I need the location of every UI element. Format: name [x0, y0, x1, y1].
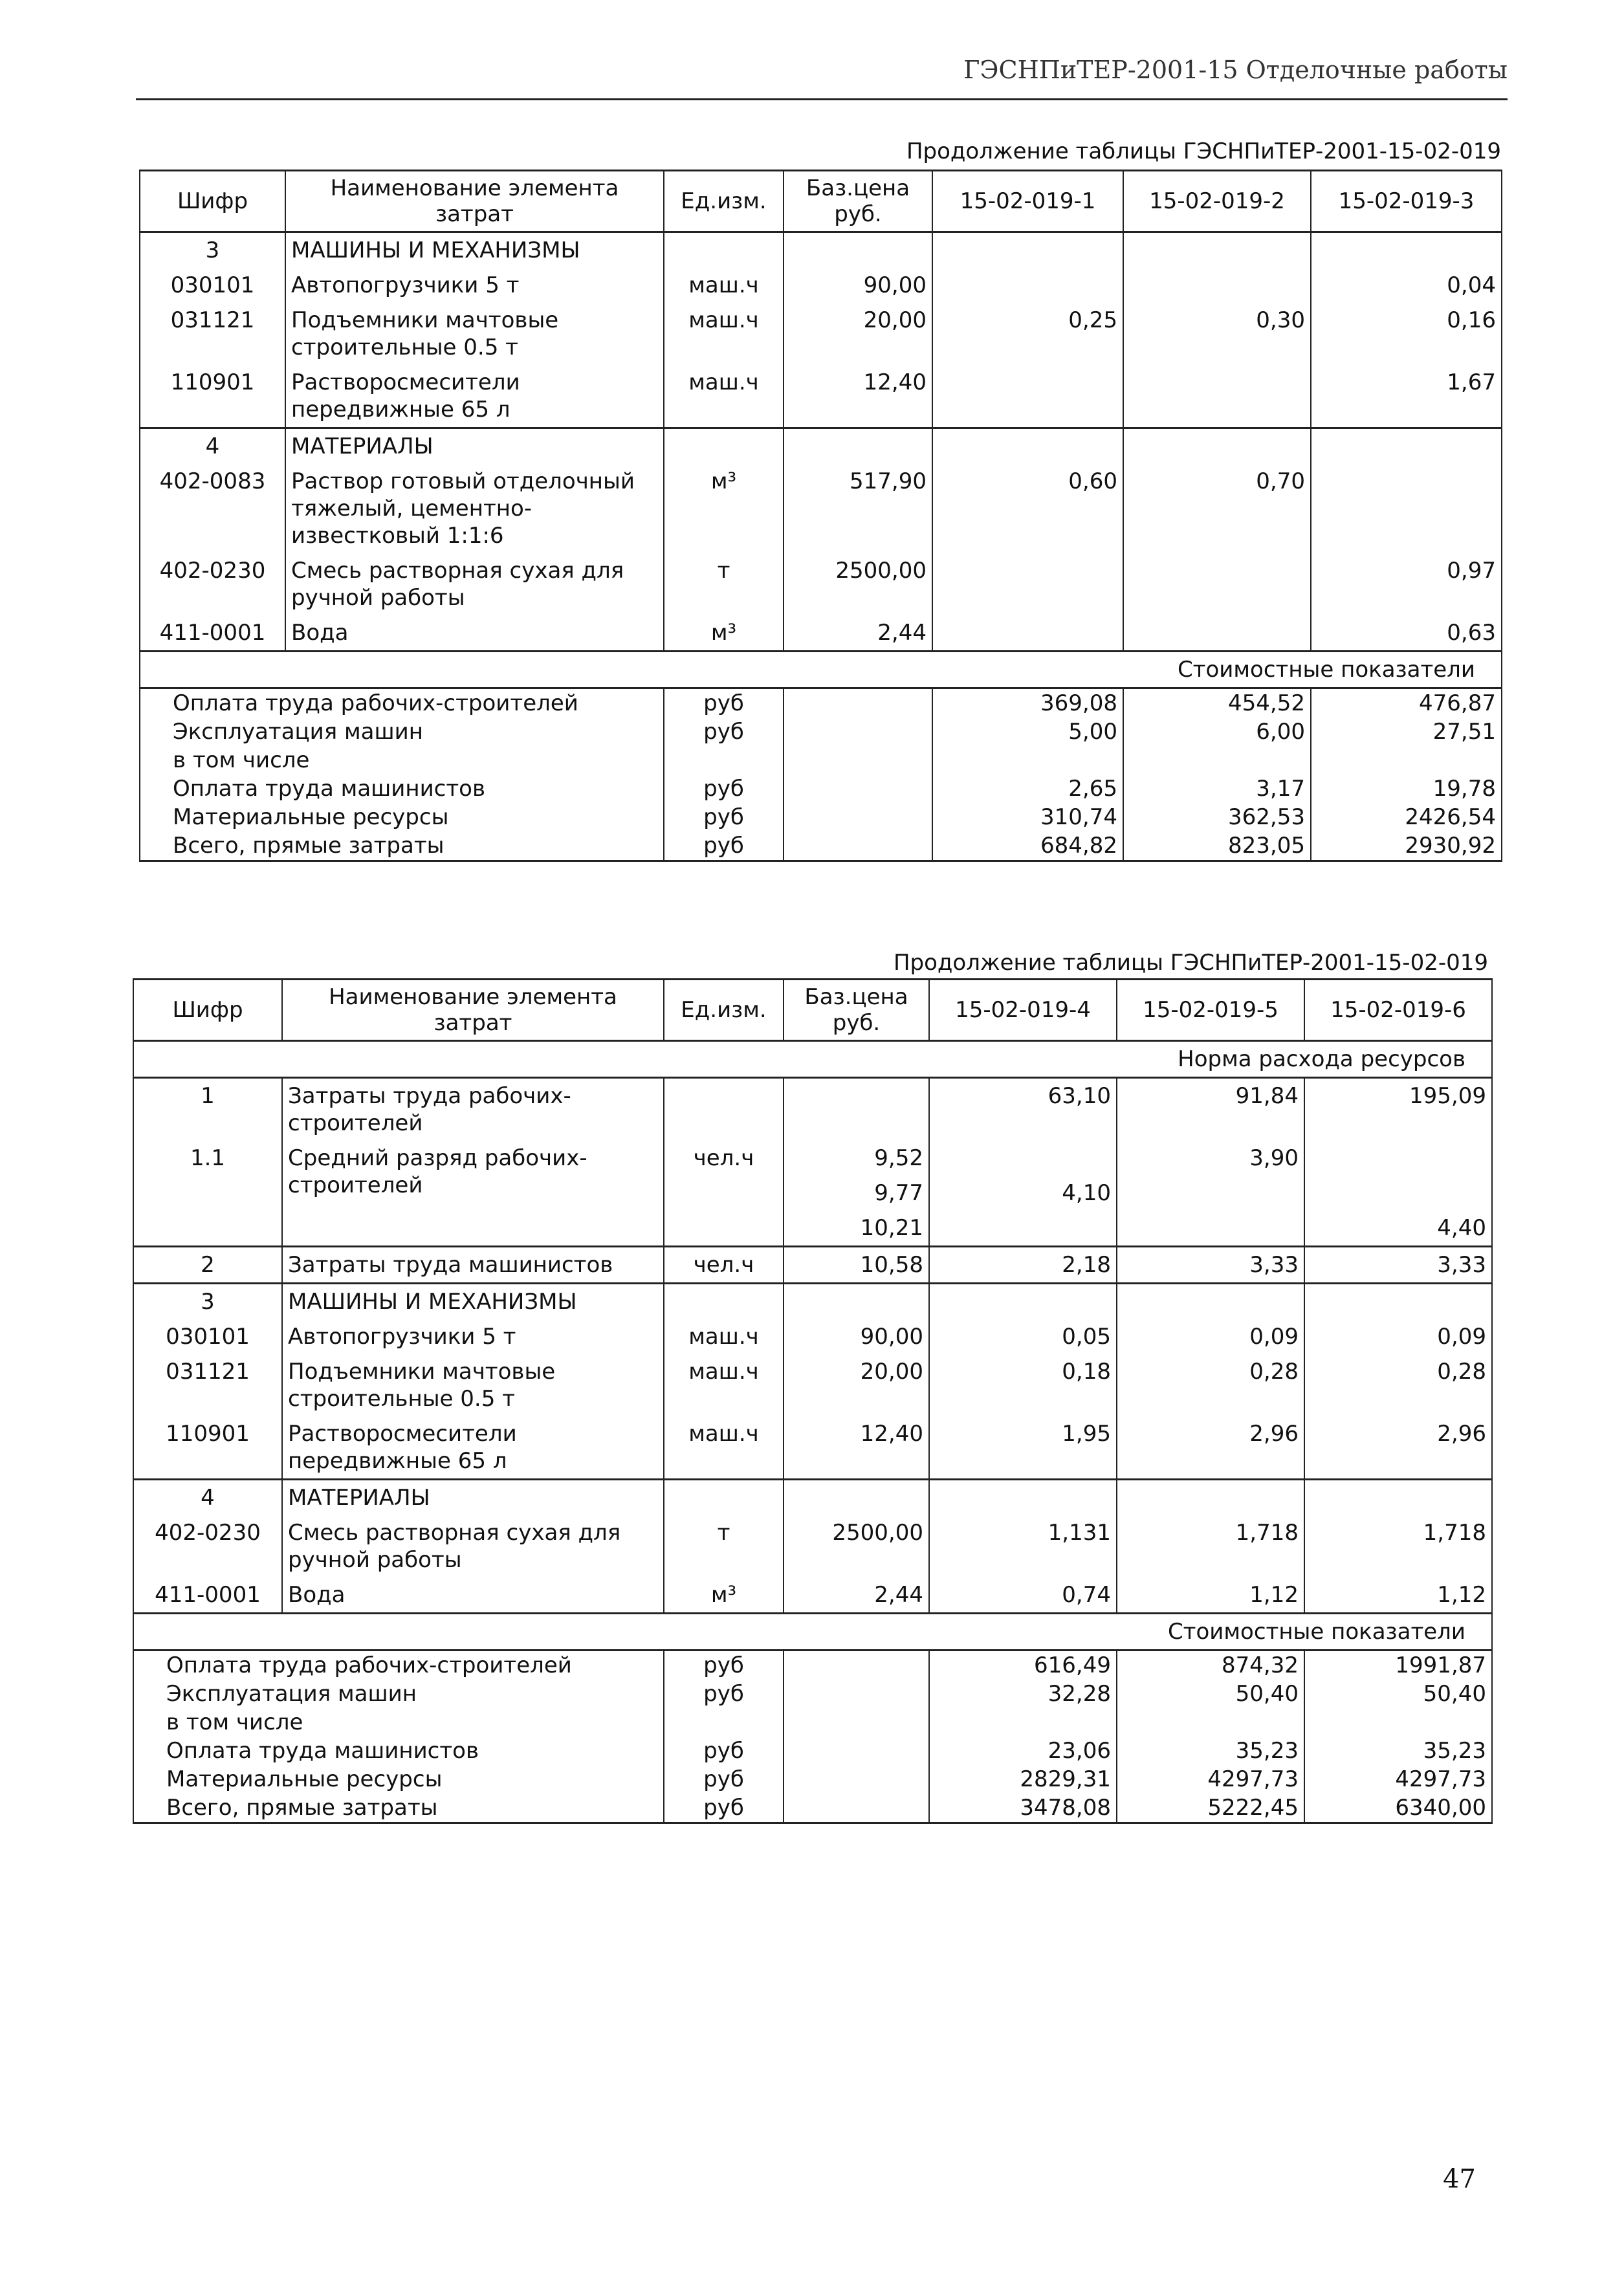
cost-value: 35,23 — [1117, 1737, 1304, 1765]
resource-unit: т — [664, 1515, 784, 1577]
empty-cell — [784, 746, 932, 774]
cost-label: Материальные ресурсы — [140, 803, 664, 831]
resource-unit: маш.ч — [664, 1416, 784, 1480]
resource-unit: м³ — [664, 1577, 784, 1614]
cost-unit: руб — [664, 1651, 784, 1680]
resource-value: 0,09 — [1304, 1319, 1492, 1354]
cost-unit: руб — [664, 1765, 784, 1794]
resource-value: 3,33 — [1304, 1247, 1492, 1284]
cost-value — [1304, 1708, 1492, 1737]
cost-value: 50,40 — [1304, 1680, 1492, 1708]
cost-label: Оплата труда машинистов — [133, 1737, 664, 1765]
resource-price: 2500,00 — [784, 553, 932, 615]
cost-unit — [664, 746, 784, 774]
empty-cell — [664, 428, 784, 465]
cost-value: 23,06 — [929, 1737, 1117, 1765]
resource-value: 63,10 — [929, 1078, 1117, 1141]
resource-value: 1,95 — [929, 1416, 1117, 1480]
cost-row — [140, 831, 1502, 861]
cost-label: Эксплуатация машин — [133, 1680, 664, 1708]
resource-row — [140, 464, 1502, 553]
resource-row — [140, 615, 1502, 652]
cost-value: 32,28 — [929, 1680, 1117, 1708]
cost-label: в том числе — [140, 746, 664, 774]
cost-value: 476,87 — [1311, 688, 1502, 718]
empty-cell — [929, 1480, 1117, 1516]
resource-value: 1,131 — [929, 1515, 1117, 1577]
resource-value: 1,718 — [1117, 1515, 1304, 1577]
cost-value: 369,08 — [932, 688, 1123, 718]
col-name-header: Наименование элемента затрат — [285, 171, 664, 232]
resource-unit: маш.ч — [664, 365, 784, 428]
cost-unit: руб — [664, 1737, 784, 1765]
resource-unit: м³ — [664, 464, 784, 553]
cost-value — [929, 1708, 1117, 1737]
empty-cell — [1311, 428, 1502, 465]
cost-unit: руб — [664, 1794, 784, 1823]
cost-row — [140, 746, 1502, 774]
cost-row — [140, 803, 1502, 831]
resource-code: 411-0001 — [133, 1577, 282, 1614]
resource-code: 1.1 — [133, 1141, 282, 1247]
col-name-header: Наименование элемента затрат — [282, 980, 664, 1041]
resource-value: 0,60 — [932, 464, 1123, 553]
cost-value: 2829,31 — [929, 1765, 1117, 1794]
grade-price: 9,52 — [784, 1141, 929, 1176]
resource-unit — [664, 1078, 784, 1141]
resource-row — [140, 553, 1502, 615]
resource-value — [1123, 365, 1311, 428]
page-number: 47 — [1443, 2164, 1476, 2194]
empty-cell — [1304, 1284, 1492, 1320]
col-id-header: 15-02-019-1 — [932, 171, 1123, 232]
grade-value: 3,90 — [1117, 1141, 1304, 1176]
page-header — [136, 52, 1508, 100]
table2 — [133, 978, 1493, 1824]
resource-value: 0,28 — [1117, 1354, 1304, 1416]
empty-cell — [784, 1765, 929, 1794]
cost-title: Стоимостные показатели — [133, 1614, 1492, 1651]
col-unit-header: Ед.изм. — [664, 171, 784, 232]
empty-cell — [1117, 1480, 1304, 1516]
cost-value: 684,82 — [932, 831, 1123, 861]
empty-cell — [784, 1708, 929, 1737]
section-title: МАШИНЫ И МЕХАНИЗМЫ — [285, 232, 664, 269]
resource-value: 1,12 — [1304, 1577, 1492, 1614]
resource-row — [133, 1078, 1492, 1141]
resource-name: Автопогрузчики 5 т — [285, 268, 664, 303]
empty-cell — [932, 428, 1123, 465]
resource-name: Автопогрузчики 5 т — [282, 1319, 664, 1354]
norm-title-row — [133, 1041, 1492, 1078]
cost-unit: руб — [664, 803, 784, 831]
resource-price: 12,40 — [784, 365, 932, 428]
cost-label: Оплата труда рабочих-строителей — [140, 688, 664, 718]
resource-row — [133, 1577, 1492, 1614]
header-title: ГЭСНПиТЕР-2001-15 Отделочные работы — [963, 56, 1508, 84]
grade-value — [1304, 1141, 1492, 1176]
empty-cell — [1123, 428, 1311, 465]
resource-value: 195,09 — [1304, 1078, 1492, 1141]
cost-label: Всего, прямые затраты — [133, 1794, 664, 1823]
table1-header-row — [140, 171, 1502, 232]
resource-value: 0,97 — [1311, 553, 1502, 615]
resource-unit: чел.ч — [664, 1247, 784, 1284]
cost-value: 3,17 — [1123, 774, 1311, 803]
resource-row — [133, 1354, 1492, 1416]
section-code: 4 — [133, 1480, 282, 1516]
cost-value: 6,00 — [1123, 718, 1311, 746]
cost-row — [133, 1651, 1492, 1680]
resource-value — [1311, 464, 1502, 553]
resource-value: 0,18 — [929, 1354, 1117, 1416]
resource-unit: маш.ч — [664, 1319, 784, 1354]
resource-row — [133, 1319, 1492, 1354]
cost-row — [133, 1708, 1492, 1737]
resource-unit: м³ — [664, 615, 784, 652]
cost-value: 19,78 — [1311, 774, 1502, 803]
resource-price: 90,00 — [784, 268, 932, 303]
cost-value: 874,32 — [1117, 1651, 1304, 1680]
cost-value: 362,53 — [1123, 803, 1311, 831]
resource-value — [932, 615, 1123, 652]
resource-name: Затраты труда рабочих-строителей — [282, 1078, 664, 1141]
resource-name: Смесь растворная сухая для ручной работы — [285, 553, 664, 615]
section-title: МАТЕРИАЛЫ — [285, 428, 664, 465]
cost-unit: руб — [664, 718, 784, 746]
cost-label: Всего, прямые затраты — [140, 831, 664, 861]
cost-title: Стоимостные показатели — [140, 652, 1502, 688]
section-header-row — [140, 428, 1502, 465]
grade-price: 10,21 — [784, 1211, 929, 1247]
empty-cell — [1304, 1480, 1492, 1516]
grade-value: 4,10 — [929, 1176, 1117, 1211]
table2-caption: Продолжение таблицы ГЭСНПиТЕР-2001-15-02-019 — [893, 950, 1488, 976]
resource-row — [133, 1515, 1492, 1577]
cost-row — [133, 1680, 1492, 1708]
resource-price: 2,44 — [784, 615, 932, 652]
table1 — [139, 170, 1502, 862]
grade-price: 9,77 — [784, 1176, 929, 1211]
col-id-header: 15-02-019-3 — [1311, 171, 1502, 232]
cost-value: 454,52 — [1123, 688, 1311, 718]
col-id-header: 15-02-019-2 — [1123, 171, 1311, 232]
table1-caption: Продолжение таблицы ГЭСНПиТЕР-2001-15-02-019 — [906, 138, 1501, 164]
resource-value — [932, 268, 1123, 303]
empty-cell — [784, 1651, 929, 1680]
empty-cell — [784, 428, 932, 465]
resource-name: Подъемники мачтовые строительные 0.5 т — [282, 1354, 664, 1416]
resource-code: 110901 — [140, 365, 285, 428]
resource-value: 1,67 — [1311, 365, 1502, 428]
empty-cell — [664, 1284, 784, 1320]
cost-row — [133, 1765, 1492, 1794]
resource-code: 031121 — [133, 1354, 282, 1416]
resource-price: 10,58 — [784, 1247, 929, 1284]
cost-value: 823,05 — [1123, 831, 1311, 861]
empty-cell — [929, 1284, 1117, 1320]
resource-value: 0,74 — [929, 1577, 1117, 1614]
resource-value — [1123, 615, 1311, 652]
col-code-header: Шифр — [133, 980, 282, 1041]
resource-value: 91,84 — [1117, 1078, 1304, 1141]
resource-name: Растворосмесители передвижные 65 л — [282, 1416, 664, 1480]
grade-value — [1117, 1176, 1304, 1211]
cost-row — [140, 774, 1502, 803]
grade-row — [133, 1141, 1492, 1176]
resource-value: 2,96 — [1117, 1416, 1304, 1480]
resource-value: 0,30 — [1123, 303, 1311, 365]
cost-value: 2426,54 — [1311, 803, 1502, 831]
empty-cell — [1311, 232, 1502, 269]
resource-row — [133, 1416, 1492, 1480]
resource-unit: чел.ч — [664, 1141, 784, 1247]
resource-value — [1123, 553, 1311, 615]
resource-value: 0,70 — [1123, 464, 1311, 553]
cost-unit: руб — [664, 774, 784, 803]
cost-unit: руб — [664, 831, 784, 861]
resource-price: 20,00 — [784, 1354, 929, 1416]
col-id-header: 15-02-019-6 — [1304, 980, 1492, 1041]
grade-value — [929, 1141, 1117, 1176]
section-header-row — [140, 232, 1502, 269]
resource-code: 402-0230 — [140, 553, 285, 615]
cost-unit: руб — [664, 1680, 784, 1708]
resource-code: 411-0001 — [140, 615, 285, 652]
resource-price: 20,00 — [784, 303, 932, 365]
cost-label: Оплата труда рабочих-строителей — [133, 1651, 664, 1680]
grade-value — [1117, 1211, 1304, 1247]
resource-value: 0,28 — [1304, 1354, 1492, 1416]
section-header-row — [133, 1284, 1492, 1320]
section-title: МАШИНЫ И МЕХАНИЗМЫ — [282, 1284, 664, 1320]
section-title: МАТЕРИАЛЫ — [282, 1480, 664, 1516]
empty-cell — [784, 803, 932, 831]
col-price-header: Баз.цена руб. — [784, 171, 932, 232]
resource-value: 0,16 — [1311, 303, 1502, 365]
resource-name: Средний разряд рабочих-строителей — [282, 1141, 664, 1247]
cost-value: 5222,45 — [1117, 1794, 1304, 1823]
empty-cell — [1123, 232, 1311, 269]
resource-unit: маш.ч — [664, 268, 784, 303]
norm-title: Норма расхода ресурсов — [133, 1041, 1492, 1078]
cost-value: 50,40 — [1117, 1680, 1304, 1708]
resource-value: 2,96 — [1304, 1416, 1492, 1480]
cost-label: Оплата труда машинистов — [140, 774, 664, 803]
resource-price: 517,90 — [784, 464, 932, 553]
empty-cell — [784, 831, 932, 861]
empty-cell — [784, 774, 932, 803]
cost-value — [1311, 746, 1502, 774]
empty-cell — [784, 688, 932, 718]
cost-value: 5,00 — [932, 718, 1123, 746]
col-id-header: 15-02-019-4 — [929, 980, 1117, 1041]
resource-row — [140, 303, 1502, 365]
cost-value: 3478,08 — [929, 1794, 1117, 1823]
empty-cell — [784, 1480, 929, 1516]
resource-value — [932, 553, 1123, 615]
resource-price — [784, 1078, 929, 1141]
resource-code: 1 — [133, 1078, 282, 1141]
cost-value: 35,23 — [1304, 1737, 1492, 1765]
resource-value: 3,33 — [1117, 1247, 1304, 1284]
col-id-header: 15-02-019-5 — [1117, 980, 1304, 1041]
empty-cell — [784, 1737, 929, 1765]
empty-cell — [932, 232, 1123, 269]
cost-row — [133, 1794, 1492, 1823]
resource-name: Раствор готовый отделочный тяжелый, цементно-известковый 1:1:6 — [285, 464, 664, 553]
resource-price: 2500,00 — [784, 1515, 929, 1577]
empty-cell — [784, 718, 932, 746]
resource-price: 12,40 — [784, 1416, 929, 1480]
col-code-header: Шифр — [140, 171, 285, 232]
cost-value: 2930,92 — [1311, 831, 1502, 861]
section-code: 3 — [140, 232, 285, 269]
resource-unit: маш.ч — [664, 303, 784, 365]
cost-label: Материальные ресурсы — [133, 1765, 664, 1794]
col-unit-header: Ед.изм. — [664, 980, 784, 1041]
cost-value — [932, 746, 1123, 774]
cost-row — [140, 718, 1502, 746]
resource-code: 030101 — [140, 268, 285, 303]
cost-value: 2,65 — [932, 774, 1123, 803]
resource-name: Подъемники мачтовые строительные 0.5 т — [285, 303, 664, 365]
grade-value — [1304, 1176, 1492, 1211]
cost-value — [1123, 746, 1311, 774]
cost-unit — [664, 1708, 784, 1737]
grade-value: 4,40 — [1304, 1211, 1492, 1247]
cost-title-row — [140, 652, 1502, 688]
cost-unit: руб — [664, 688, 784, 718]
resource-name: Смесь растворная сухая для ручной работы — [282, 1515, 664, 1577]
resource-name: Затраты труда машинистов — [282, 1247, 664, 1284]
resource-value: 0,05 — [929, 1319, 1117, 1354]
resource-value — [1123, 268, 1311, 303]
machinist-row — [133, 1247, 1492, 1284]
empty-cell — [1117, 1284, 1304, 1320]
resource-value: 0,25 — [932, 303, 1123, 365]
resource-value — [932, 365, 1123, 428]
resource-value: 1,12 — [1117, 1577, 1304, 1614]
resource-unit: маш.ч — [664, 1354, 784, 1416]
resource-row — [140, 365, 1502, 428]
section-code: 4 — [140, 428, 285, 465]
resource-price: 90,00 — [784, 1319, 929, 1354]
resource-value: 1,718 — [1304, 1515, 1492, 1577]
cost-value: 4297,73 — [1304, 1765, 1492, 1794]
resource-code: 402-0230 — [133, 1515, 282, 1577]
grade-value — [929, 1211, 1117, 1247]
col-price-header: Баз.цена руб. — [784, 980, 929, 1041]
resource-name: Вода — [285, 615, 664, 652]
cost-value: 6340,00 — [1304, 1794, 1492, 1823]
resource-price: 2,44 — [784, 1577, 929, 1614]
empty-cell — [664, 1480, 784, 1516]
resource-value: 0,04 — [1311, 268, 1502, 303]
section-header-row — [133, 1480, 1492, 1516]
resource-code: 2 — [133, 1247, 282, 1284]
cost-row — [133, 1737, 1492, 1765]
resource-value: 2,18 — [929, 1247, 1117, 1284]
cost-row — [140, 688, 1502, 718]
cost-value: 27,51 — [1311, 718, 1502, 746]
cost-value: 310,74 — [932, 803, 1123, 831]
cost-title-row — [133, 1614, 1492, 1651]
cost-value: 1991,87 — [1304, 1651, 1492, 1680]
resource-code: 030101 — [133, 1319, 282, 1354]
resource-code: 031121 — [140, 303, 285, 365]
cost-label: Эксплуатация машин — [140, 718, 664, 746]
section-code: 3 — [133, 1284, 282, 1320]
resource-code: 402-0083 — [140, 464, 285, 553]
empty-cell — [664, 232, 784, 269]
cost-value — [1117, 1708, 1304, 1737]
resource-name: Растворосмесители передвижные 65 л — [285, 365, 664, 428]
empty-cell — [784, 1284, 929, 1320]
resource-name: Вода — [282, 1577, 664, 1614]
resource-unit: т — [664, 553, 784, 615]
resource-row — [140, 268, 1502, 303]
empty-cell — [784, 232, 932, 269]
cost-label: в том числе — [133, 1708, 664, 1737]
empty-cell — [784, 1794, 929, 1823]
resource-code: 110901 — [133, 1416, 282, 1480]
resource-value: 0,63 — [1311, 615, 1502, 652]
cost-value: 4297,73 — [1117, 1765, 1304, 1794]
cost-value: 616,49 — [929, 1651, 1117, 1680]
resource-value: 0,09 — [1117, 1319, 1304, 1354]
table2-header-row — [133, 980, 1492, 1041]
empty-cell — [784, 1680, 929, 1708]
